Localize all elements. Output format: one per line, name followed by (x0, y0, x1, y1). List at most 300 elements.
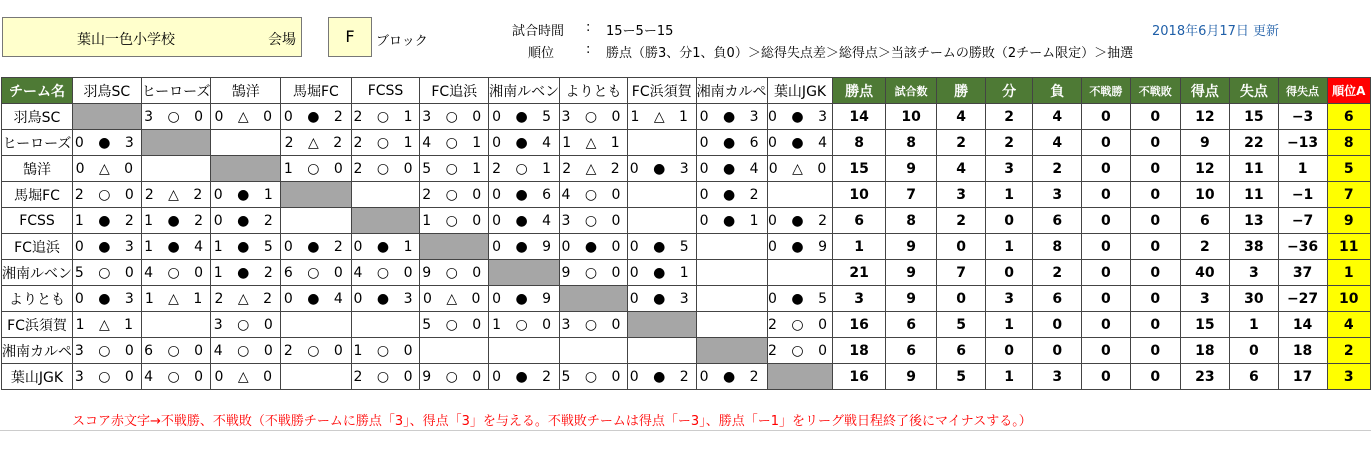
table-row (2, 286, 1371, 312)
stat-cell: 10 (1180, 182, 1229, 208)
stat-cell: 0 (1130, 364, 1180, 390)
stat-cell: 11 (1230, 182, 1279, 208)
stat-cell: 30 (1230, 286, 1279, 312)
stat-header: 不戦勝 (1081, 78, 1130, 104)
stat-cell: 14 (833, 104, 885, 130)
opponent-header: 湘南ルベン (489, 78, 560, 104)
stat-cell: 4 (1033, 104, 1081, 130)
score-cell: 2 ○ 0 (767, 338, 833, 364)
stat-cell: 37 (1278, 260, 1327, 286)
stat-cell: −1 (1278, 182, 1327, 208)
stat-cell: 4 (1033, 130, 1081, 156)
score-cell: 0 ● 5 (767, 286, 833, 312)
stat-cell: 2 (1180, 234, 1229, 260)
stat-cell: 8 (833, 130, 885, 156)
stat-header: 分 (985, 78, 1033, 104)
opponent-header: ヒーローズ (141, 78, 211, 104)
update-date: 2018年6月17日 更新 (1152, 24, 1280, 39)
stat-cell: 9 (885, 156, 937, 182)
stat-cell: 7 (937, 260, 985, 286)
stat-cell: 0 (985, 260, 1033, 286)
stat-cell: 3 (1180, 286, 1229, 312)
score-cell: 1 ○ 0 (489, 312, 560, 338)
score-cell: 0 ● 3 (73, 234, 142, 260)
score-cell: 0 ● 2 (627, 364, 696, 390)
table-row (2, 234, 1371, 260)
stat-cell: 3 (833, 286, 885, 312)
score-cell: 0 ● 1 (211, 182, 281, 208)
stat-cell: −3 (1278, 104, 1327, 130)
self-match-cell (141, 130, 211, 156)
score-cell: 0 ● 4 (489, 130, 560, 156)
stat-cell: 3 (985, 286, 1033, 312)
stat-cell: 0 (1130, 156, 1180, 182)
score-cell: 1 ○ 0 (281, 156, 352, 182)
self-match-cell (560, 286, 628, 312)
score-cell: 2 ○ 0 (420, 182, 489, 208)
score-cell: 0 ● 3 (627, 286, 696, 312)
stat-cell: 0 (1081, 286, 1130, 312)
stat-cell: −7 (1278, 208, 1327, 234)
stat-cell: 0 (1230, 338, 1279, 364)
score-cell (696, 234, 767, 260)
stat-cell: 0 (1130, 208, 1180, 234)
score-cell: 0 ● 1 (351, 234, 420, 260)
score-cell: 0 ● 5 (627, 234, 696, 260)
score-cell: 0 ● 2 (281, 234, 352, 260)
stat-cell: 18 (1278, 338, 1327, 364)
stat-cell: 0 (1081, 260, 1130, 286)
stat-cell: 0 (937, 234, 985, 260)
score-cell: 4 ○ 0 (141, 364, 211, 390)
score-cell: 0 ● 3 (696, 104, 767, 130)
stat-cell: 1 (1230, 312, 1279, 338)
score-cell: 1 ○ 0 (420, 208, 489, 234)
stat-cell: 4 (937, 104, 985, 130)
opponent-header: よりとも (560, 78, 628, 104)
self-match-cell (351, 208, 420, 234)
stat-cell: 2 (937, 130, 985, 156)
score-cell: 3 ○ 0 (73, 364, 142, 390)
score-cell: 0 △ 0 (211, 364, 281, 390)
score-cell (696, 260, 767, 286)
score-cell: 2 ○ 0 (767, 312, 833, 338)
stat-cell: 0 (1130, 338, 1180, 364)
score-cell: 2 △ 2 (141, 182, 211, 208)
stat-cell: 0 (1130, 234, 1180, 260)
score-cell: 1 △ 1 (627, 104, 696, 130)
opponent-header: 鵠洋 (211, 78, 281, 104)
stat-cell: 0 (1081, 312, 1130, 338)
score-cell: 3 ○ 0 (73, 338, 142, 364)
stat-cell: 1 (833, 234, 885, 260)
rank-cell: 4 (1327, 312, 1371, 338)
table-row (2, 338, 1371, 364)
score-cell: 0 △ 0 (767, 156, 833, 182)
score-cell: 3 ○ 0 (560, 104, 628, 130)
stat-cell: 40 (1180, 260, 1229, 286)
score-cell (696, 286, 767, 312)
stat-cell: 9 (885, 364, 937, 390)
stat-cell: −27 (1278, 286, 1327, 312)
stat-cell: 1 (985, 182, 1033, 208)
score-cell: 2 ○ 0 (351, 156, 420, 182)
stat-cell: 6 (1033, 286, 1081, 312)
score-cell (767, 260, 833, 286)
score-cell: 2 ○ 0 (281, 338, 352, 364)
stat-cell: 6 (937, 338, 985, 364)
stat-cell: 3 (1033, 182, 1081, 208)
score-cell: 0 △ 0 (420, 286, 489, 312)
stat-cell: 16 (833, 312, 885, 338)
stat-cell: 3 (985, 156, 1033, 182)
score-cell (281, 208, 352, 234)
stat-cell: −13 (1278, 130, 1327, 156)
stat-cell: 0 (1081, 208, 1130, 234)
self-match-cell (627, 312, 696, 338)
score-cell: 0 ● 5 (489, 104, 560, 130)
stat-cell: 1 (985, 364, 1033, 390)
score-cell: 2 ○ 0 (351, 364, 420, 390)
team-name-cell: FC追浜 (2, 234, 73, 260)
venue-label: 会場 (268, 32, 296, 48)
stat-cell: 0 (937, 286, 985, 312)
stat-cell: 0 (1130, 260, 1180, 286)
score-cell: 0 ● 4 (767, 130, 833, 156)
ranking-label: 順位 (528, 46, 555, 61)
score-cell: 1 △ 1 (73, 312, 142, 338)
team-name-header: チーム名 (2, 78, 73, 104)
score-cell: 3 ○ 0 (560, 208, 628, 234)
stat-header: 試合数 (885, 78, 937, 104)
table-row (2, 182, 1371, 208)
header-row (2, 78, 1371, 104)
team-name-cell: 馬堀FC (2, 182, 73, 208)
stat-cell: 0 (1033, 338, 1081, 364)
stat-cell: 5 (937, 364, 985, 390)
score-cell (489, 338, 560, 364)
stat-cell: 2 (985, 130, 1033, 156)
stat-header: 勝 (937, 78, 985, 104)
stat-header: 不戦敗 (1130, 78, 1180, 104)
stat-cell: 12 (1180, 104, 1229, 130)
stat-cell: 10 (833, 182, 885, 208)
score-cell: 0 ● 3 (73, 130, 142, 156)
team-name-cell: 羽鳥SC (2, 104, 73, 130)
self-match-cell (696, 338, 767, 364)
score-cell: 4 ○ 1 (420, 130, 489, 156)
match-time-sep: : (586, 20, 591, 35)
score-cell (351, 312, 420, 338)
stat-cell: 2 (1033, 260, 1081, 286)
stat-cell: 0 (1081, 364, 1130, 390)
score-cell: 0 ● 6 (489, 182, 560, 208)
self-match-cell (767, 364, 833, 390)
score-cell: 1 ● 2 (73, 208, 142, 234)
match-time-value: 15ー5ー15 (606, 24, 674, 39)
score-cell: 2 △ 2 (281, 130, 352, 156)
stat-cell: 0 (1081, 182, 1130, 208)
stat-cell: 3 (1230, 260, 1279, 286)
table-row (2, 130, 1371, 156)
score-cell: 3 ○ 0 (560, 312, 628, 338)
team-name-cell: よりとも (2, 286, 73, 312)
opponent-header: FC追浜 (420, 78, 489, 104)
stat-cell: −36 (1278, 234, 1327, 260)
stat-cell: 0 (1130, 312, 1180, 338)
stat-cell: 0 (1130, 104, 1180, 130)
score-cell: 2 △ 2 (211, 286, 281, 312)
score-cell: 0 ● 2 (281, 104, 352, 130)
stat-cell: 9 (885, 234, 937, 260)
stat-cell: 0 (1033, 312, 1081, 338)
footnote: スコア赤文字→不戦勝、不戦敗（不戦勝チームに勝点「3」、得点「3」を与える。不戦敗チームは得点「ー3」、勝点「ー1」をリーグ戦日程終了後にマイナスする。） (72, 414, 1032, 429)
score-cell: 0 ● 4 (489, 208, 560, 234)
score-cell: 3 ○ 0 (211, 312, 281, 338)
rank-cell: 5 (1327, 156, 1371, 182)
stat-cell: 23 (1180, 364, 1229, 390)
score-cell (420, 338, 489, 364)
stat-cell: 10 (885, 104, 937, 130)
stat-cell: 18 (833, 338, 885, 364)
score-cell (141, 312, 211, 338)
stat-cell: 6 (1180, 208, 1229, 234)
stat-cell: 6 (1230, 364, 1279, 390)
stat-header: 失点 (1230, 78, 1279, 104)
opponent-header: FC浜須賀 (627, 78, 696, 104)
stat-cell: 15 (833, 156, 885, 182)
table-row (2, 156, 1371, 182)
score-cell: 0 ● 2 (696, 364, 767, 390)
stat-cell: 9 (1180, 130, 1229, 156)
score-cell: 0 ● 0 (560, 234, 628, 260)
stat-cell: 0 (1081, 130, 1130, 156)
venue-name: 葉山一色小学校 (77, 32, 175, 48)
opponent-header: 葉山JGK (767, 78, 833, 104)
self-match-cell (73, 104, 142, 130)
score-cell: 0 ● 3 (73, 286, 142, 312)
divider (0, 430, 1371, 431)
team-name-cell: FCSS (2, 208, 73, 234)
stat-cell: 18 (1180, 338, 1229, 364)
score-cell (627, 182, 696, 208)
score-cell (281, 364, 352, 390)
opponent-header: FCSS (351, 78, 420, 104)
score-cell: 0 ● 2 (767, 208, 833, 234)
score-cell: 4 ○ 0 (211, 338, 281, 364)
stat-cell: 0 (1081, 104, 1130, 130)
self-match-cell (420, 234, 489, 260)
team-name-cell: ヒーローズ (2, 130, 73, 156)
score-cell: 0 ● 6 (696, 130, 767, 156)
stat-cell: 0 (1081, 156, 1130, 182)
rank-cell: 2 (1327, 338, 1371, 364)
stat-cell: 8 (885, 208, 937, 234)
score-cell (627, 208, 696, 234)
stat-header: 得点 (1180, 78, 1229, 104)
stat-cell: 16 (833, 364, 885, 390)
match-time-label: 試合時間 (512, 24, 565, 39)
score-cell: 1 ○ 0 (351, 338, 420, 364)
stat-cell: 7 (885, 182, 937, 208)
stat-cell: 0 (1081, 234, 1130, 260)
score-cell: 2 ○ 1 (489, 156, 560, 182)
score-cell (560, 338, 628, 364)
stat-header: 順位A (1327, 78, 1371, 104)
score-cell: 9 ○ 0 (420, 260, 489, 286)
rank-cell: 10 (1327, 286, 1371, 312)
score-cell: 0 △ 0 (211, 104, 281, 130)
stat-cell: 2 (937, 208, 985, 234)
score-cell: 6 ○ 0 (281, 260, 352, 286)
stat-cell: 0 (1130, 130, 1180, 156)
ranking-sep: : (586, 42, 591, 57)
stat-cell: 9 (885, 286, 937, 312)
self-match-cell (489, 260, 560, 286)
rank-cell: 6 (1327, 104, 1371, 130)
score-cell: 1 ● 2 (141, 208, 211, 234)
score-cell: 0 ● 3 (627, 156, 696, 182)
team-name-cell: 湘南カルペ (2, 338, 73, 364)
stat-cell: 2 (985, 104, 1033, 130)
rank-cell: 9 (1327, 208, 1371, 234)
stat-cell: 4 (937, 156, 985, 182)
score-cell: 9 ○ 0 (560, 260, 628, 286)
score-cell: 2 ○ 0 (73, 182, 142, 208)
score-cell (627, 338, 696, 364)
score-cell: 1 △ 1 (141, 286, 211, 312)
stat-cell: 6 (833, 208, 885, 234)
table-row (2, 260, 1371, 286)
self-match-cell (281, 182, 352, 208)
score-cell: 2 ○ 1 (351, 130, 420, 156)
table-row (2, 208, 1371, 234)
score-cell: 5 ○ 0 (73, 260, 142, 286)
stat-cell: 0 (1130, 286, 1180, 312)
score-cell (281, 312, 352, 338)
stat-cell: 1 (985, 312, 1033, 338)
score-cell: 6 ○ 0 (141, 338, 211, 364)
team-name-cell: 葉山JGK (2, 364, 73, 390)
score-cell: 0 ● 4 (281, 286, 352, 312)
stat-cell: 8 (885, 130, 937, 156)
score-cell: 3 ○ 0 (420, 104, 489, 130)
stat-cell: 1 (985, 234, 1033, 260)
stat-cell: 21 (833, 260, 885, 286)
stat-cell: 9 (885, 260, 937, 286)
score-cell (141, 156, 211, 182)
stat-cell: 38 (1230, 234, 1279, 260)
score-cell (767, 182, 833, 208)
venue-box (2, 17, 302, 57)
stat-cell: 0 (985, 338, 1033, 364)
score-cell: 0 ● 2 (489, 364, 560, 390)
score-cell: 0 ● 2 (696, 182, 767, 208)
table-row (2, 364, 1371, 390)
team-name-cell: 湘南ルベン (2, 260, 73, 286)
standings-table (1, 77, 1371, 390)
score-cell (351, 182, 420, 208)
score-cell: 0 ● 9 (767, 234, 833, 260)
table-row (2, 312, 1371, 338)
stat-cell: 13 (1230, 208, 1279, 234)
score-cell: 2 ○ 1 (351, 104, 420, 130)
opponent-header: 馬堀FC (281, 78, 352, 104)
score-cell: 5 ○ 0 (420, 312, 489, 338)
stat-header: 負 (1033, 78, 1081, 104)
score-cell: 5 ○ 0 (560, 364, 628, 390)
stat-cell: 6 (885, 338, 937, 364)
stat-cell: 3 (1033, 364, 1081, 390)
stat-cell: 5 (937, 312, 985, 338)
score-cell: 2 △ 2 (560, 156, 628, 182)
score-cell: 5 ○ 1 (420, 156, 489, 182)
score-cell: 0 ● 9 (489, 234, 560, 260)
stat-cell: 1 (1278, 156, 1327, 182)
score-cell: 4 ○ 0 (141, 260, 211, 286)
score-cell: 0 ● 9 (489, 286, 560, 312)
stat-cell: 3 (937, 182, 985, 208)
score-cell: 0 ● 1 (696, 208, 767, 234)
stat-cell: 2 (1033, 156, 1081, 182)
stat-cell: 14 (1278, 312, 1327, 338)
opponent-header: 羽鳥SC (73, 78, 142, 104)
score-cell: 9 ○ 0 (420, 364, 489, 390)
score-cell: 0 ● 3 (351, 286, 420, 312)
score-cell: 0 △ 0 (73, 156, 142, 182)
stat-cell: 12 (1180, 156, 1229, 182)
score-cell: 3 ○ 0 (141, 104, 211, 130)
stat-cell: 11 (1230, 156, 1279, 182)
score-cell: 1 ● 4 (141, 234, 211, 260)
stat-cell: 8 (1033, 234, 1081, 260)
rank-cell: 8 (1327, 130, 1371, 156)
table-row (2, 104, 1371, 130)
score-cell: 0 ● 3 (767, 104, 833, 130)
rank-cell: 7 (1327, 182, 1371, 208)
rank-cell: 3 (1327, 364, 1371, 390)
score-cell: 1 ● 5 (211, 234, 281, 260)
opponent-header: 湘南カルペ (696, 78, 767, 104)
score-cell: 4 ○ 0 (351, 260, 420, 286)
rank-cell: 11 (1327, 234, 1371, 260)
block-box: F (328, 17, 372, 57)
score-cell (211, 130, 281, 156)
self-match-cell (211, 156, 281, 182)
stat-cell: 15 (1180, 312, 1229, 338)
score-cell: 0 ● 1 (627, 260, 696, 286)
ranking-rule: 勝点（勝3、分1、負0）＞総得失点差＞総得点＞当該チームの勝敗（2チーム限定）＞抽選 (606, 46, 1134, 61)
stat-cell: 0 (1081, 338, 1130, 364)
team-name-cell: FC浜須賀 (2, 312, 73, 338)
score-cell: 0 ● 2 (211, 208, 281, 234)
stat-cell: 0 (1130, 182, 1180, 208)
team-name-cell: 鵠洋 (2, 156, 73, 182)
score-cell (696, 312, 767, 338)
score-cell: 1 ● 2 (211, 260, 281, 286)
stat-header: 勝点 (833, 78, 885, 104)
score-cell: 1 △ 1 (560, 130, 628, 156)
stat-cell: 22 (1230, 130, 1279, 156)
score-cell: 4 ○ 0 (560, 182, 628, 208)
stat-cell: 17 (1278, 364, 1327, 390)
block-label: ブロック (376, 34, 428, 49)
stat-cell: 0 (985, 208, 1033, 234)
stat-cell: 6 (1033, 208, 1081, 234)
stat-header: 得失点 (1278, 78, 1327, 104)
rank-cell: 1 (1327, 260, 1371, 286)
stat-cell: 6 (885, 312, 937, 338)
